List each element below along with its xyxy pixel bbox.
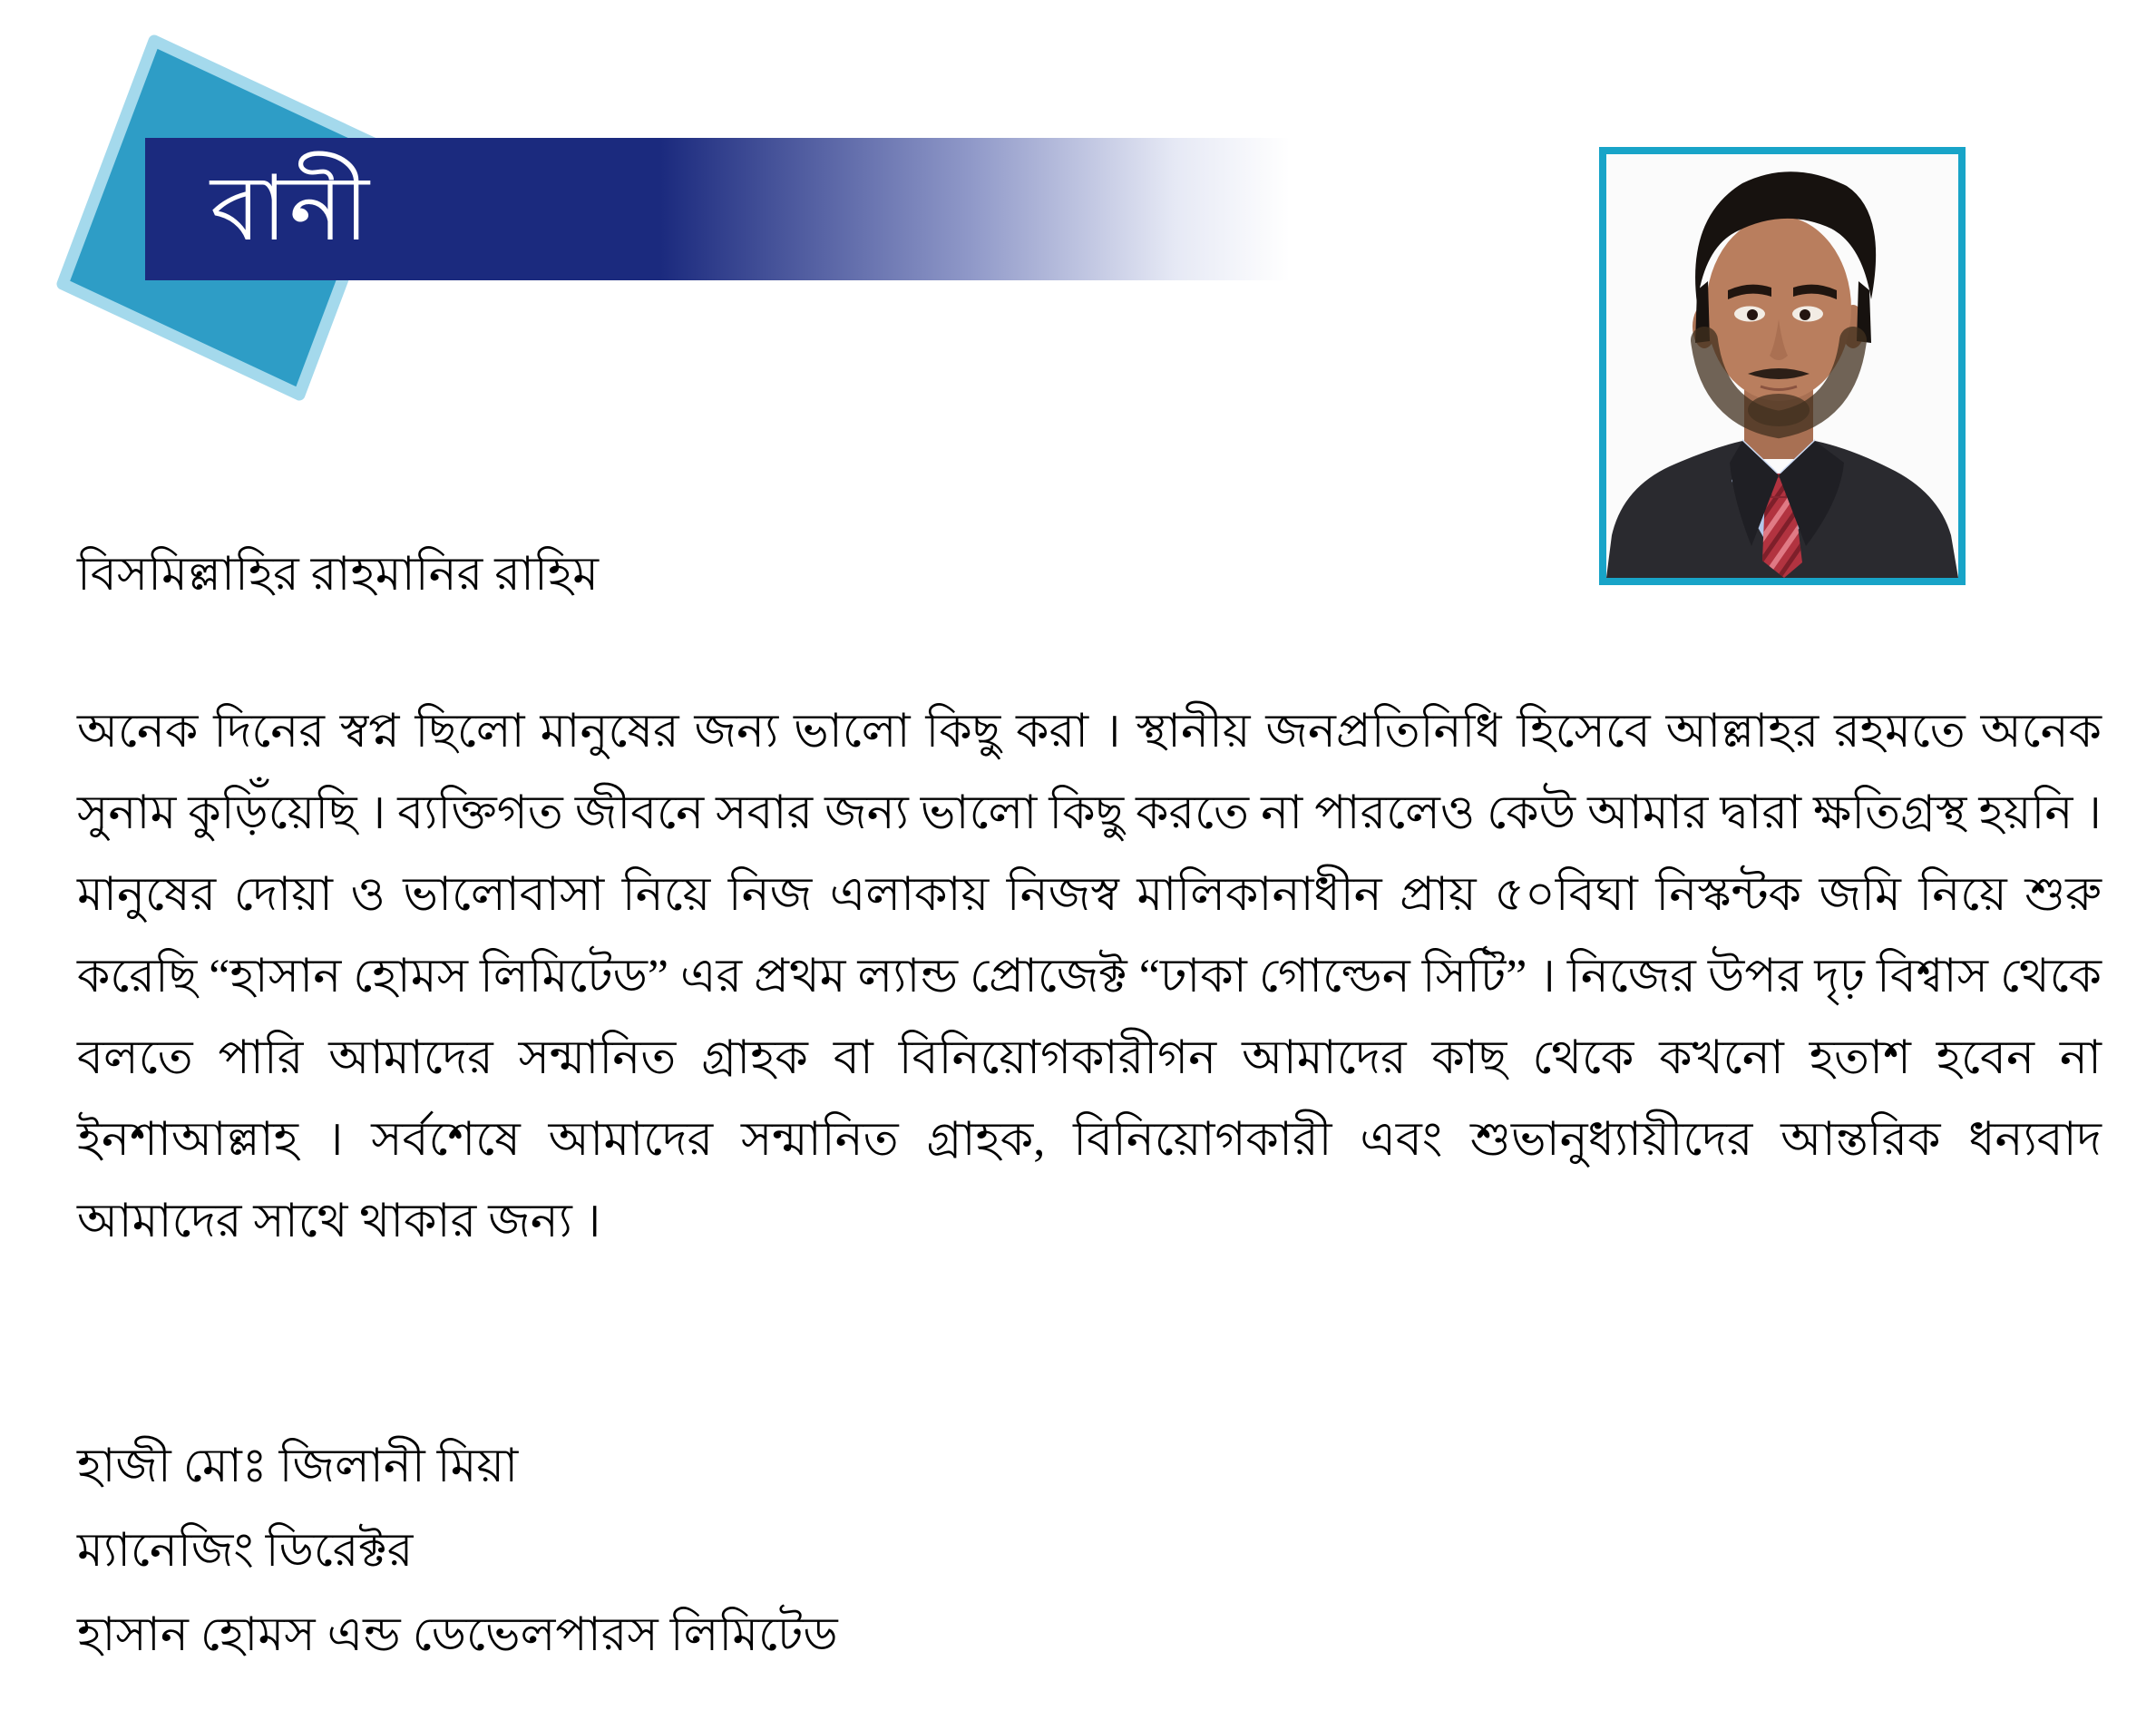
signature-name: হাজী মোঃ জিলানী মিয়া xyxy=(77,1441,519,1492)
bismillah-line: বিসমিল্লাহির রাহমানির রাহিম xyxy=(77,549,600,601)
portrait-photo xyxy=(1606,154,1958,578)
signature-block xyxy=(77,1424,838,1677)
message-paragraph: অনেক দিনের স্বপ্ন ছিলো মানুষের জন্য ভালো কিছু করা । স্থানীয় জনপ্রতিনিধি হিসেবে আল্লাহর রহমতে অনেক সুনাম কুড়িঁয়েছি । ব্যক্তিগত জীবনে সবার জন্য ভালো কিছু করতে না পারলেও কেউ আমার দ্বারা ক্ষতিগ্রস্থ হয়নি । মানুষের দোয়া ও ভালোবাসা নিয়ে নিজ এলাকায় নিজস্ব মালিকানাধীন প্রায় ৫০বিঘা নিস্কন্টক জমি নিয়ে শুরু করেছি “হাসান হোমস লিমিটেড” এর প্রথম ল্যান্ড প্রোজেক্ট “ঢাকা গোল্ডেন সিটি” । নিজের উপর দৃঢ় বিশ্বাস থেকে বলতে পারি আমাদের সন্মানিত গ্রাহক বা বিনিয়োগকারীগন আমাদের কাছ থেকে কখনো হতাশ হবেন না ইনশাআল্লাহ । সর্বশেষে আমাদের সন্মানিত গ্রাহক, বিনিয়োগকারী এবং শুভানুধ্যায়ীদের আন্তরিক ধন্যবাদ আমাদের সাথে থাকার জন্য । xyxy=(77,706,2102,1247)
signature-designation: ম্যানেজিং ডিরেক্টর xyxy=(77,1525,414,1577)
page-title: বানী xyxy=(210,158,371,259)
portrait-photo-frame xyxy=(1599,147,1966,585)
title-banner xyxy=(145,138,1290,280)
signature-company: হাসান হোমস এন্ড ডেভেলপারস লিমিটেড xyxy=(77,1609,838,1661)
